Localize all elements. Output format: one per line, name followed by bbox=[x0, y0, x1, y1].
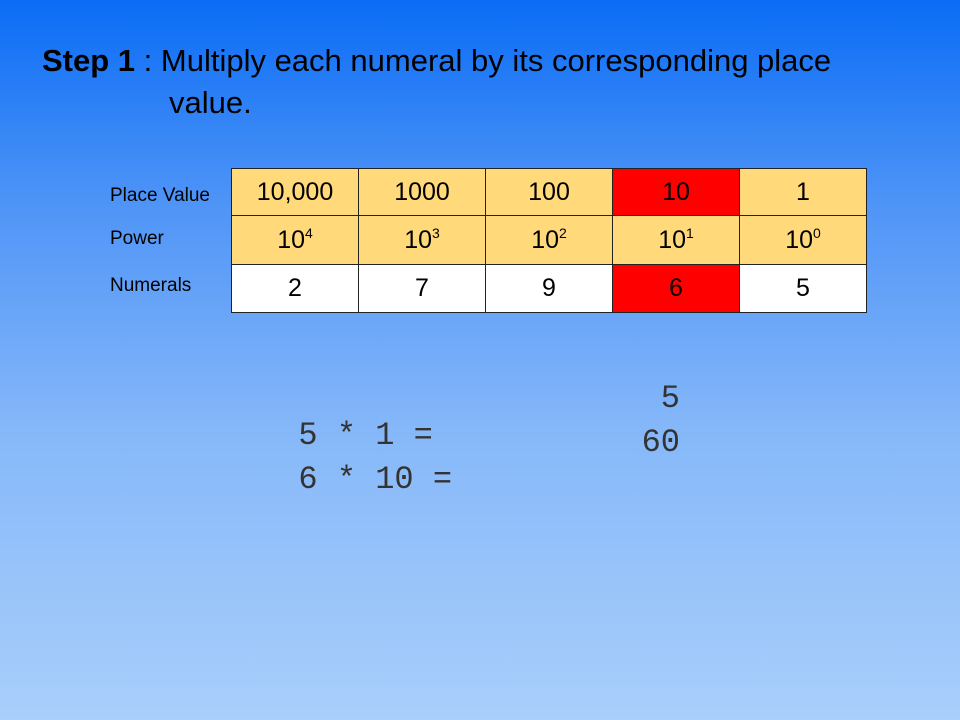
step-separator: : bbox=[135, 43, 161, 78]
row-label-numerals: Numerals bbox=[110, 275, 192, 296]
power-exponent: 4 bbox=[305, 225, 313, 241]
place-value-row bbox=[232, 169, 867, 216]
power-cell bbox=[359, 216, 486, 265]
calculation-expression: 5 * 1 = bbox=[298, 417, 433, 454]
place-value-cell: 100 bbox=[486, 169, 613, 216]
place-value-cell: 1 bbox=[740, 169, 867, 216]
numeral-cell: 9 bbox=[486, 265, 613, 313]
power-base: 10 bbox=[531, 226, 559, 254]
place-value-table bbox=[231, 168, 867, 313]
power-cell bbox=[740, 216, 867, 265]
slide-heading bbox=[42, 40, 932, 124]
calculation-result: 60 bbox=[641, 424, 680, 461]
power-exponent: 2 bbox=[559, 225, 567, 241]
calculation-result: 5 bbox=[660, 380, 680, 417]
numerals-row bbox=[232, 265, 867, 313]
power-exponent: 1 bbox=[686, 225, 694, 241]
power-base: 10 bbox=[277, 226, 305, 254]
numeral-cell: 2 bbox=[232, 265, 359, 313]
numeral-cell: 5 bbox=[740, 265, 867, 313]
power-cell bbox=[486, 216, 613, 265]
power-exponent: 0 bbox=[813, 225, 821, 241]
power-base: 10 bbox=[785, 226, 813, 254]
power-base: 10 bbox=[404, 226, 432, 254]
power-base: 10 bbox=[658, 226, 686, 254]
calculation-expression: 6 * 10 = bbox=[298, 461, 453, 498]
place-value-cell: 1000 bbox=[359, 169, 486, 216]
heading-line-1: Multiply each numeral by its corresponding place bbox=[160, 43, 832, 78]
place-value-cell: 10,000 bbox=[232, 169, 359, 216]
row-label-place-value: Place Value bbox=[110, 185, 210, 206]
step-label: Step 1 bbox=[42, 43, 136, 78]
numeral-cell: 7 bbox=[359, 265, 486, 313]
place-value-cell-highlighted: 10 bbox=[613, 169, 740, 216]
power-exponent: 3 bbox=[432, 225, 440, 241]
calculation-line bbox=[260, 424, 680, 535]
heading-line-2: value. bbox=[169, 85, 252, 120]
numeral-cell-highlighted: 6 bbox=[613, 265, 740, 313]
power-row bbox=[232, 216, 867, 265]
row-label-power: Power bbox=[110, 228, 164, 249]
power-cell bbox=[232, 216, 359, 265]
power-cell bbox=[613, 216, 740, 265]
